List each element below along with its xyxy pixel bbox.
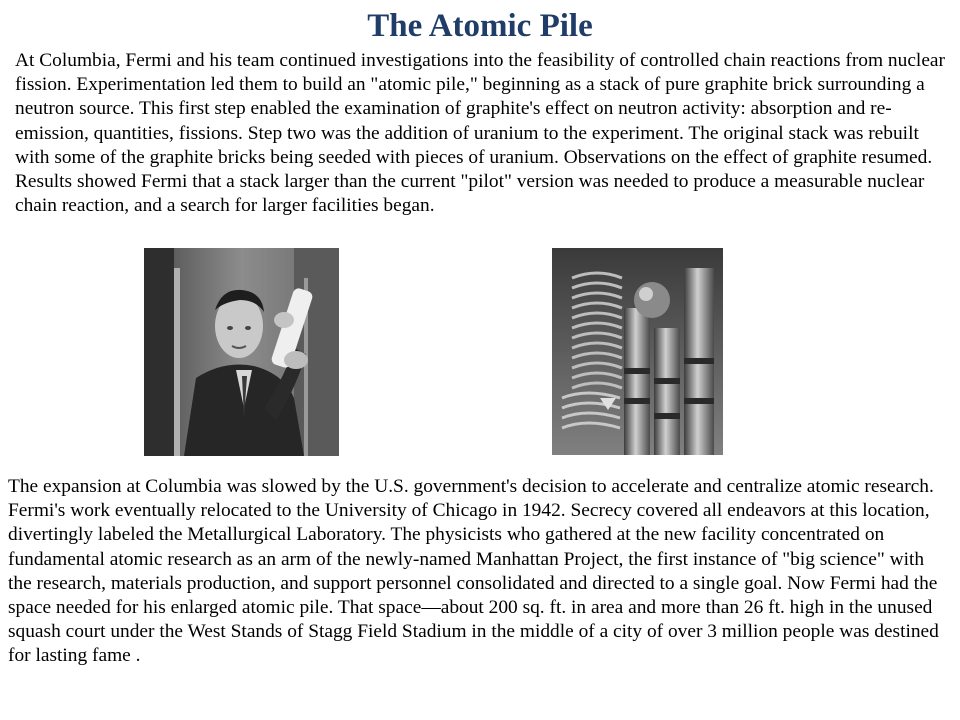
photo-man-holding-vial-graphic — [144, 248, 339, 456]
photo-reactor-apparatus-graphic — [552, 248, 723, 455]
photo-reactor-apparatus — [552, 248, 723, 455]
paragraph-intro: At Columbia, Fermi and his team continued investigations into the feasibility of controlled chain reactions from nuclear fission. Experimentation led them to build an "atomic pile," beginning as a stack of pure graphite brick surrounding a neutron source. This first step enabled the examination of graphite's effect on neutron activity: absorption and re-emission, quantities, fissions. Step two was the addition of uranium to the experiment. The original stack was rebuilt with some of the graphite bricks being seeded with pieces of uranium. Observations on the effect of graphite resumed. Results showed Fermi that a stack larger than the current "pilot" version was needed to produce a measurable nuclear chain reaction, and a search for larger facilities began. — [15, 50, 945, 217]
paragraph-expansion: The expansion at Columbia was slowed by the U.S. government's decision to accelerate and centralize atomic research. Fermi's work eventually relocated to the University of Chicago in 1942. Secrecy covered all endeavors at this location, divertingly labeled the Metallurgical Laboratory. The physicists who gathered at the new facility concentrated on fundamental atomic research as an arm of the newly-named Manhattan Project, the first instance of "big science" with the research, materials production, and support personnel consolidated and directed to a single goal. Now Fermi had the space needed for his enlarged atomic pile. That space—about 200 sq. ft. in area and more than 26 ft. high in the unused squash court under the West Stands of Stagg Field Stadium in the middle of a city of over 3 million people was destined for lasting fame . — [8, 476, 939, 667]
slide-title: The Atomic Pile — [367, 8, 593, 44]
photo-man-holding-vial — [144, 248, 339, 456]
